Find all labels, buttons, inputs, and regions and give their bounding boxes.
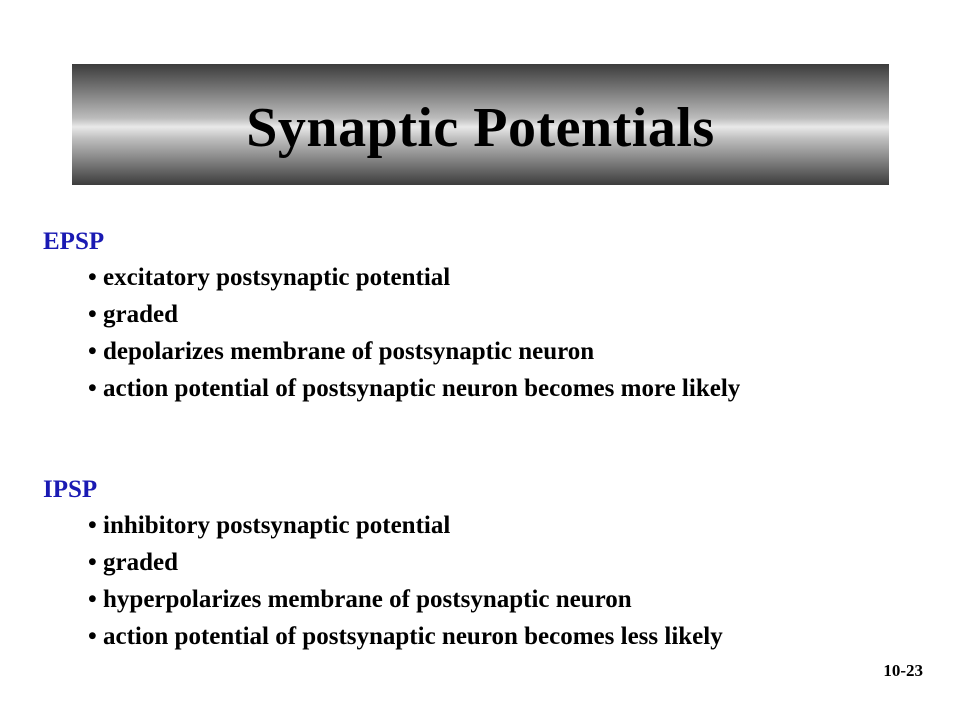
bullet-item xyxy=(88,581,918,618)
bullet-text: hyperpolarizes membrane of postsynaptic neuron xyxy=(103,586,632,613)
bullet-icon: • xyxy=(88,586,104,613)
bullet-item xyxy=(88,333,918,370)
bullet-icon: • xyxy=(88,375,104,402)
bullet-text: graded xyxy=(103,301,179,328)
bullet-item xyxy=(88,618,918,655)
bullet-icon: • xyxy=(88,549,104,576)
title-bar xyxy=(72,64,889,185)
section-heading-epsp: EPSP xyxy=(43,228,105,255)
section-epsp xyxy=(0,225,960,407)
bullet-text: excitatory postsynaptic potential xyxy=(103,264,451,291)
bullet-item xyxy=(88,296,918,333)
bullet-text: action potential of postsynaptic neuron becomes more likely xyxy=(103,375,741,402)
bullet-item xyxy=(88,259,918,296)
bullet-item xyxy=(88,370,918,407)
section-ipsp xyxy=(0,473,960,655)
bullet-icon: • xyxy=(88,512,104,539)
bullet-text: action potential of postsynaptic neuron becomes less likely xyxy=(103,623,723,650)
bullet-list-epsp xyxy=(88,259,918,407)
bullet-text: depolarizes membrane of postsynaptic neuron xyxy=(103,338,595,365)
bullet-icon: • xyxy=(88,623,104,650)
bullet-text: graded xyxy=(103,549,179,576)
section-heading-ipsp: IPSP xyxy=(43,476,98,503)
bullet-icon: • xyxy=(88,338,104,365)
slide-number: 10-23 xyxy=(883,661,923,680)
bullet-text: inhibitory postsynaptic potential xyxy=(103,512,451,539)
bullet-list-ipsp xyxy=(88,507,918,655)
bullet-item xyxy=(88,507,918,544)
bullet-icon: • xyxy=(88,301,104,328)
bullet-item xyxy=(88,544,918,581)
bullet-icon: • xyxy=(88,264,104,291)
slide-title: Synaptic Potentials xyxy=(246,96,715,159)
